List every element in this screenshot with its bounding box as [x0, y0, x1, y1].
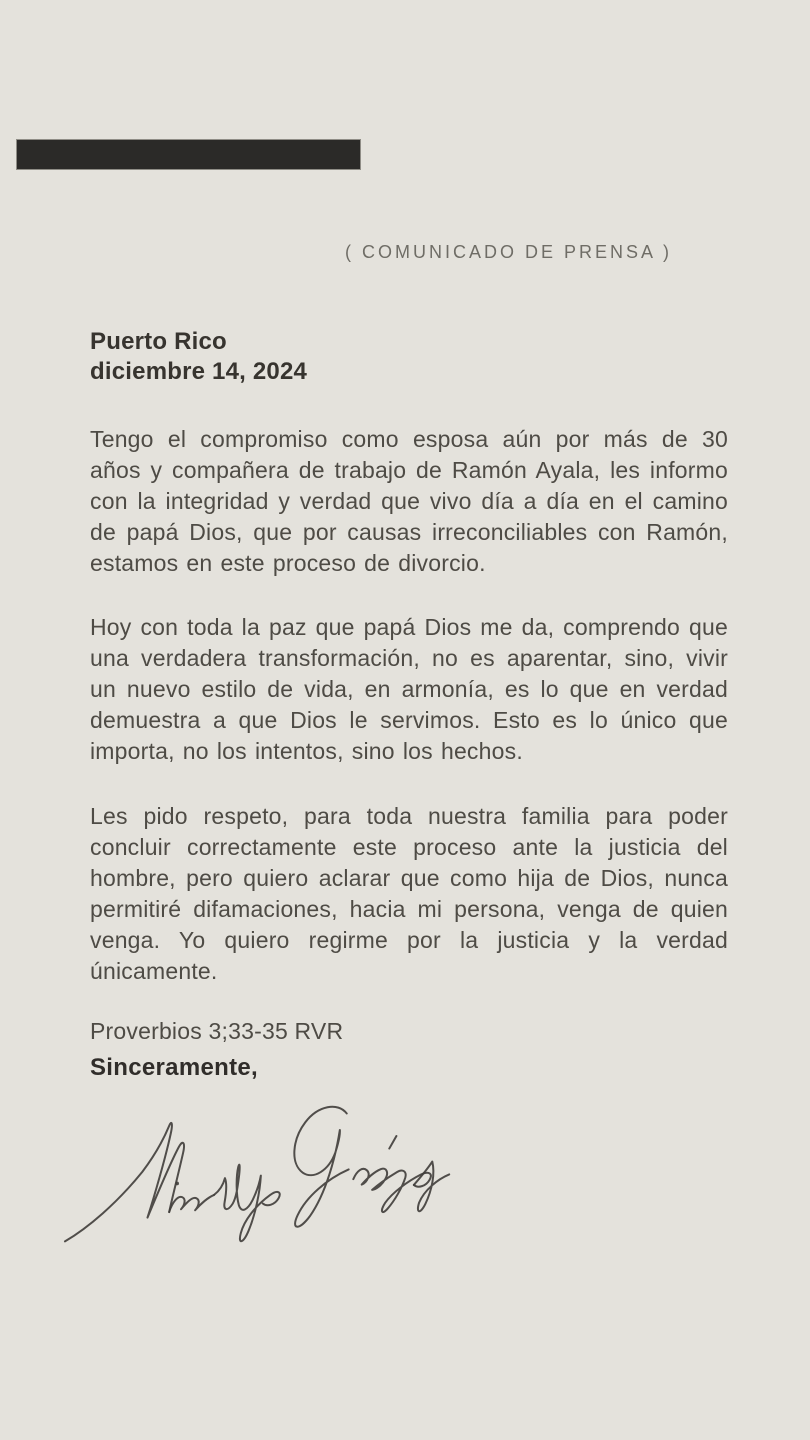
date-text: diciembre 14, 2024: [90, 358, 308, 385]
redacted-name-bar: [17, 140, 360, 169]
letter-paragraph-3: Les pido respeto, para toda nuestra familia para poder concluir correctamente este proceso ante la justicia del hombre, pero quiero aclarar que como hija de Dios, nunca permitiré difamaciones, hacia mi persona, venga de quien venga. Yo quiero regirme por la justicia y la verdad únicamente.: [90, 803, 728, 984]
press-release-label: ( COMUNICADO DE PRENSA ): [344, 242, 672, 262]
letter-paragraph-1: Tengo el compromiso como esposa aún por más de 30 años y compañera de trabajo de Ramón Ayala, les informo con la integridad y verdad que vivo día a día en el camino de papá Dios, que por causas irreconciliables con Ramón, estamos en este proceso de divorcio.: [90, 426, 728, 576]
closing-salutation: Sinceramente,: [90, 1054, 258, 1081]
dateline: [90, 327, 307, 387]
scripture-reference: Proverbios 3;33-35 RVR: [90, 1018, 344, 1044]
signature-handwriting: [55, 1098, 455, 1253]
letter-paragraph-2: Hoy con toda la paz que papá Dios me da, comprendo que una verdadera transformación, no es aparentar, sino, vivir un nuevo estilo de vida, en armonía, es lo que en verdad demuestra a que Dios le servimos. Esto es lo único que importa, no los intentos, sino los hechos.: [90, 614, 728, 764]
location-text: Puerto Rico: [90, 328, 227, 355]
